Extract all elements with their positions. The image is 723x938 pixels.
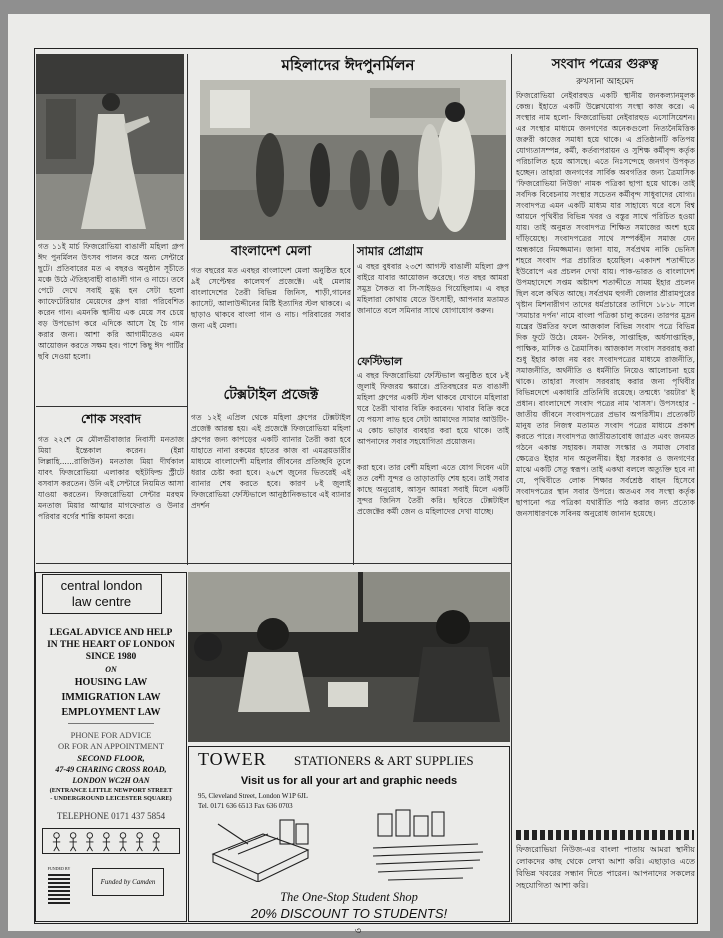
tower-slogan: The One-Stop Student Shop [280, 890, 418, 904]
news-importance-body: ফিজরোভিয়া নেইবারহুড একটি স্থানীয় জনকল্যানমূলক কেন্দ্র। ইহাতে একটি উল্লেখযোগ্য সংস্থা কাজ করে। এ সংস্থার নাম হলো- ফিজরোভিয়া নেইবারহুড এসোসিয়েশন। এর সংস্থার মাধ্যমে জনগণের অনেকগুলো নিত্যনৈমিত্তিক জরুরী কাজের সমাধা হয়ে থাকে। এ প্রতিষ্ঠানটি কতিপয় যোগ্যতাসম্পন্ন, কর্মী, কর্তব্যপরায়ন ও সুশিক্ষ কর্মীবৃন্দ কর্তৃক পরিচালিত হয়ে আসছে। এতে নিঃসন্দেহে জনগণ উপকৃত হচ্ছেন। তাহারা জনগণের সার্বিক অবগতির জন্য ত্রৈমাসিক 'ফিজরোভিয়া নিউজ' নামক পত্রিকা ছাপা হয়ে থাকে। তাই সর্বদিক বিবেচনায় সংস্থার সচেতন কর্মীবৃন্দ সাধুবাদের যোগ্য। সংবাদপত্র এমন একটি মাধ্যম যার সাহায্যে ঘরে বসে বিশ্ব আয়নে পৃথিবীর বিভিন্ন খবর ও বস্তুর সাথে পরিচিত হওয়া যায়। তাই অনুন্নত সংবাদপত্র শিক্ষিত সমাজের অংশ হয়ে দাঁড়িয়েছে। সংবাদপত্রের সাথে সম্পর্কহীন সমাজ যেন অন্ধকারে নিমজ্জমান। জানা যায়, সর্বপ্রথম নাকি ভেনিস শহরে সংবাদ পত্র প্রচারিত হয়েছিল। একাদশ শতাব্দীতে ইউরোপে এর প্রচলন দেখা যায়। পাক-ভারত ও বাংলাদেশ উপমহাদেশে সপ্তম অষ্টাদশ শতাব্দীতে সাময় ইহার প্রচলন ছিল বলে কথিত আছে। সর্বপ্রথম হুগলী জেলার শ্রীরামপুরের খৃষ্টান মিশনারীগণ তাদের ধর্মপ্রচারের তাগিদে ১৮১৮ সালে 'সমাচার দর্পন' নামে বাংলা পত্রিকা চালু করেন। তারপর মুদ্রন যন্ত্রের উন্নতির ফলে আজকাল বিভিন্ন সংবাদ পত্রে বিভিন্ন দিক ফুটে উঠে। যেমন- দৈনিক, সাপ্তাহিক, অর্ধসাপ্তাহিক, পাক্ষিক, মাসিক ও ত্রৈমাসিক। আজকাল সংবাদ সরবরাহ করা শুধু ইহার কাজ নয় বরং সংবাদপত্রের মাধ্যমে রাজনীতি, সমাজনীতি, অর্থনীতি ও ধর্মনীতি নিয়েও আলোচনা হয়ে থাকে। তাহারা সংবাদ সরবরাহ করার জন্য পৃথিবীর বিভিন্নদেশে একাধারি প্রতিনিধি রয়েছে। তন্মধ্যে 'রয়টার' ই প্রধান। বাংলাদেশে সংবাদ পত্রের নাম 'বাসস'। উপসংহার - জাতীয় জীবনে সংবাদপত্রের প্রভাব অপরিসীম। প্রত্যেকটি মানুষ তার নিজস্ব মতামত সংবাদ পত্রের মাধ্যমে প্রকাশ করতে পারে। সংবাদপত্র জাতীয়তাবোধ জাগ্রত এবং জনমত গঠনে একান্ত সহায়ক। সমাজ সংস্কার ও সমাজ সেবার ক্ষেত্রেও ইহার দান অতুলনীয়। ইহা সরকার ও জনগণের মাঝে একটি সেতু স্বরূপ। তাই একথা বললে অত্যুক্তি হবে না যে, পৃথিবীতে লোক শিক্ষার সর্বশ্রেষ্ঠ বাহন হিসেবে সংবাদপত্রের স্থান সবার উপরে। অতএব সব সংস্থা কর্তৃক ছাপানো পত্র পত্রিকা যথারীতি পাঠ করার জন্য প্রত্যেক জনসাধারণকে সবিনয় অনুরোধ জানান হয়েছে। [516, 91, 695, 518]
tower-discount: 20% DISCOUNT TO STUDENTS! [250, 906, 448, 921]
tower-tagline: Visit us for all your art and graphic needs [240, 775, 458, 787]
dancer-photo [36, 54, 184, 240]
tower-address: 95, Cleveland Street, London W1P 6JL [198, 792, 308, 800]
section-rule [36, 406, 187, 407]
law-ad-telephone: TELEPHONE 0171 437 5854 [56, 811, 166, 821]
law-ad-addr1: SECOND FLOOR, [77, 753, 145, 763]
law-ad-rule [68, 723, 154, 724]
art-supplies-illustration-icon [368, 804, 488, 888]
funded-by-label: FUNDED BY [47, 866, 71, 871]
people-illustration [42, 828, 180, 854]
stationery-illustration-icon [208, 814, 318, 882]
law-ad-entrance1: (ENTRANCE LITTLE NEWPORT STREET [49, 787, 173, 794]
law-logo-line2: law centre [71, 594, 132, 609]
tower-subtitle: STATIONERS & ART SUPPLIES [294, 753, 474, 768]
decorative-divider [516, 830, 694, 840]
festival-caption: গত ১১ই মার্চ ফিজরোভিয়া বাঙালী মহিলা গ্রুপ ঈদ পুনর্মিলন উৎসব পালন করে অন্য সেন্টারে ছুটে। প্রতিবারের মত এ বছরও অনুষ্ঠান সূচীতে মঞ্চে উঠে ঐতিহ্যবাহী বাঙালী গান ও নাচে। তবে পেটে দেখে সবাই মুগ্ধ হন সেটা হলো ক্যাফেটেরিয়ার মেয়েদের গ্রুপ যারা পরিবেশিত করেন গান। এমনকি স্থানীয় এক মেয়ে সব চেয়ে বড় উপভোগ করে এদিকে আসে হৈ চৈ গান করার জন্য। আশা করি আগামীতেও এমন আয়োজন করতে সক্ষম হব। পাশে কিছু ঈদ পার্টির ছবি দেওয়া হলো। [38, 242, 184, 361]
column-rule [187, 54, 188, 565]
fete-body: এ বছর ফিজরোভিয়া ফেস্টিভাল অনুষ্ঠিত হবে ৮ই জুলাই ফিজরয় স্কয়ারে। প্রতিবছরের মত বাঙালী মহিলা গ্রুপের একটি স্টল থাকবে যেখানে মহিলারা ঘরে তৈরী খাবার বিক্রি করবেন। খাবার বিক্রি করে যে পয়সা লাভ হবে সেটা আমাদের সামার আউটিং-এ কোচ ভাড়ার ব্যবহার করা হয়ে থাকে। তাই আপনাদের সবার সহযোগিতা প্রয়োজন। [357, 371, 509, 446]
law-ad-housing: HOUSING LAW [74, 677, 148, 688]
law-ad-immigration: IMMIGRATION LAW [61, 692, 161, 703]
column-rule [353, 244, 354, 565]
tower-brand: TOWER [198, 749, 267, 769]
law-ad-addr2: 47-49 CHARING CROSS ROAD, [55, 765, 167, 774]
column-rule [511, 54, 512, 922]
summer-title: সামার প্রোগ্রাম [357, 244, 423, 258]
textile-continued: করা হবে। তার বেশী মহিলা এতে যোগ দিবেন এটা তত বেশী সুন্দর ও তাড়াতাড়ি শেষ হবে। তাই সবার কাছে অনুরোধ, আসুন আমরা সবাই মিলে একটি সুন্দর জিনিস তৈরী করি। ছবিতে টেক্সটাইল প্রজেক্টের কর্মী জেন ও মহিলাদের দেখা যাচ্ছে। [357, 463, 509, 516]
textile-title: টেক্সটাইল প্রজেক্ট [223, 387, 319, 403]
law-ad-addr3: LONDON WC2H OAN [72, 776, 150, 785]
newspaper-page [8, 14, 710, 937]
fair-body: গত বছরের মত এবছর বাংলাদেশ মেলা অনুষ্ঠিত হবে ৯ই সেপ্টেম্বর কালেঘর্প প্রজেক্টে। এই মেলায় বাংলাদেশের তৈরী বিভিন্ন জিনিস, শাড়ী,গানের ক্যাসেট, আলাউদ্দীনের মিষ্টি ইত্যাদির স্টল থাকবে। এ ছাড়াও থাকবে বাংলা গান ও নাচ। পরিবারের সবার জন্য এই মেলা। [191, 266, 351, 330]
law-ad-phone-line2: OR FOR AN APPOINTMENT [57, 741, 165, 751]
news-importance-title: সংবাদ পত্রের গুরুত্ব [551, 56, 659, 72]
page-number: ৩ [354, 926, 362, 937]
fete-title: ফেস্টিভাল [357, 355, 403, 368]
funder-logo [44, 866, 74, 906]
funded-camden-label: Funded by Camden [100, 878, 156, 886]
section-rule [36, 563, 511, 564]
law-ad-line2: IN THE HEART OF LONDON [47, 640, 175, 650]
fair-title: বাংলাদেশ মেলা [230, 244, 312, 259]
law-ad-phone-line1: PHONE FOR ADVICE [70, 730, 152, 740]
footer-notice: ফিজরোভিয়া নিউজ-এর বাংলা পাতায় আমরা স্থানীয় লোকদের কাছ থেকে লেখা আশা করি। এছাড়াও এতে বিভিন্ন খবরের সন্ধান দিতে পারেন। আপনাদের সকলের সহযোগিতা আশা করি। [516, 845, 695, 890]
festival-title: মহিলাদের ঈদপুনর্মিলন [281, 56, 415, 74]
law-ad-line4: ON [105, 665, 117, 674]
condolence-title: শোক সংবাদ [81, 411, 141, 426]
law-ad-entrance2: - UNDERGROUND LEICESTER SQUARE) [50, 795, 172, 802]
tower-phone: Tel. 0171 636 6513 Fax 636 0703 [198, 802, 293, 810]
condolence-body: গত ২২শে মে মৌলভীবাজার নিবাসী মনতাজ মিয়া ইন্তেকাল করেন। (ইন্না লিল্লাহি......রাজিউন) মনতাজ মিয়া দীর্ঘকাল যাবৎ ফিজরোভিয়া এলাকার হুইটফিল্ড স্ট্রীটে বসবাস করতেন। উনি এই সেন্টারে নিয়মিত আসা যাওয়া করতেন। ফিজরোভিয়া সেন্টার মরহুম মনতাজ মিয়ার আত্মার মাগফেরাত ও উনার পরিবার বর্গের শান্তি কামনা করে। [38, 435, 184, 521]
summer-body: এ বছর বুধবার ২৩শে আগস্ট বাঙালী মহিলা গ্রুপ বাইরে যাবার আয়োজন করেছে। গত বছর আমরা সমুদ্র সৈকত বা সি-সাইডও গিয়েছিলাম। এ বছর মহিলারা কোথায় যেতে উৎসাহী, আপনার মতামত জানাতে বলে সমিনার সাথে যোগাযোগ করুন। [357, 262, 509, 315]
law-ad-employment: EMPLOYMENT LAW [61, 707, 161, 718]
london-boroughs-logo-icon [48, 874, 70, 904]
eid-party-photo [200, 80, 506, 240]
textile-body: গত ১২ই এপ্রিল থেকে মহিলা গ্রুপের টেক্সটাইল প্রজেক্ট আরম্ভ হয়। এই প্রজেক্টে ফিজরোভিয়া মহিলা গ্রুপের জন্য কাপড়ের একটি ব্যানার তৈরী করা হবে যাহাতে নানা রকমের হাতের কাজ বা এমব্রয়ডারীর মাধ্যমে বাংলাদেশী মহিলার জীবনের প্রতিচ্ছবি তুলে ধরার চেষ্টা করা হবে। ২৬শে জুনের ভিতরেই এই ব্যানার শেষ করতে হবে। কারণ ৮ই জুলাই ফিজরোভিয়া ফেস্টিভালে আনুষ্ঠানিকভাবে এই ব্যানার প্রদর্শন [191, 413, 351, 510]
law-logo-line1: central london [60, 578, 143, 593]
law-ad-line1: LEGAL ADVICE AND HELP [49, 628, 173, 638]
law-ad-line3: SINCE 1980 [85, 652, 137, 662]
textile-project-photo [188, 572, 510, 742]
law-centre-logo [42, 574, 162, 614]
news-importance-byline: রুখসানা আহমেদ [576, 77, 634, 87]
camden-logo [92, 868, 164, 896]
